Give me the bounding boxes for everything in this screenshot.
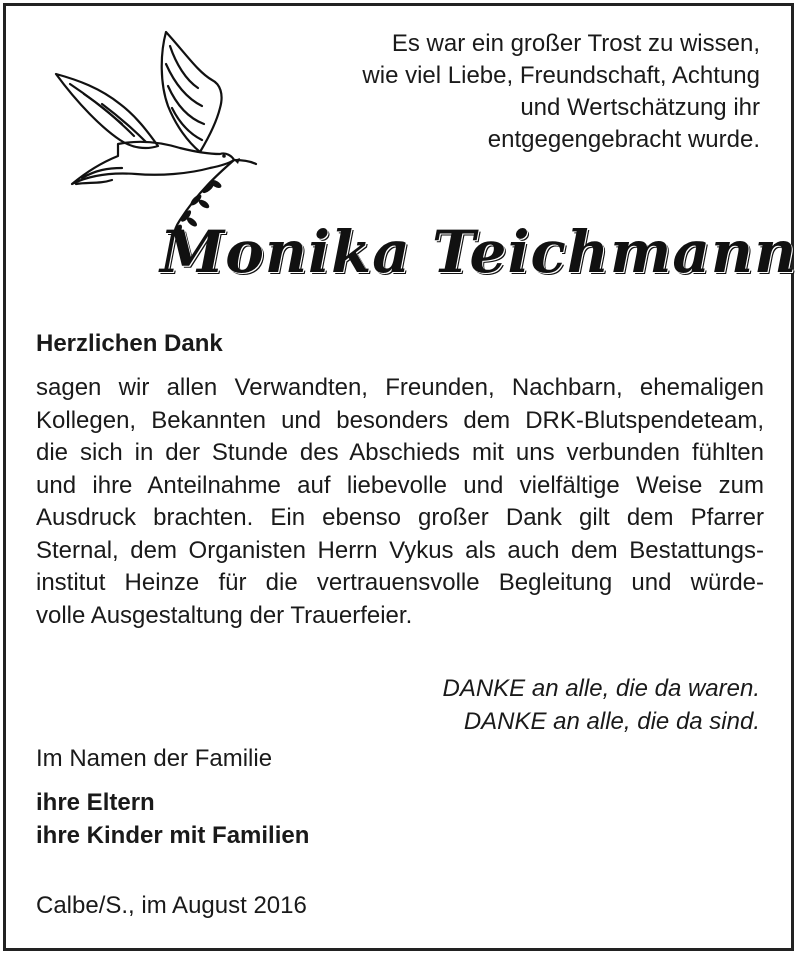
body-line: institut Heinze für die vertrauensvolle Begleitung und würde- bbox=[36, 569, 764, 596]
body-line: sagen wir allen Verwandten, Freunden, Nachbarn, ehemaligen bbox=[36, 374, 764, 401]
family-line: Im Namen der Familie bbox=[36, 745, 273, 772]
intro-line: Es war ein großer Trost zu wissen, bbox=[391, 30, 760, 57]
body-line: die sich in der Stunde des Abschieds mit uns verbunden fühlten bbox=[36, 439, 764, 466]
relative-line: ihre Kinder mit Familien bbox=[36, 822, 310, 849]
deceased-name: Monika Teichmann bbox=[160, 218, 798, 286]
dove-with-olive-branch-icon bbox=[48, 24, 258, 239]
thanks-text bbox=[442, 672, 760, 738]
body-line: Sternal, dem Organisten Herrn Vykus als auch dem Bestattungs- bbox=[36, 536, 764, 564]
heading: Herzlichen Dank bbox=[36, 330, 223, 357]
intro-line: wie viel Liebe, Freundschaft, Achtung bbox=[362, 62, 760, 89]
body-line: Ausdruck brachten. Ein ebenso großer Dank gilt dem Pfarrer bbox=[36, 504, 764, 531]
body-text bbox=[36, 372, 764, 632]
intro-line: entgegengebracht wurde. bbox=[487, 126, 760, 153]
relatives bbox=[36, 786, 309, 852]
relative-line: ihre Eltern bbox=[36, 789, 155, 816]
place-date: Calbe/S., im August 2016 bbox=[36, 892, 307, 919]
thanks-line: DANKE an alle, die da sind. bbox=[463, 708, 760, 735]
body-line: volle Ausgestaltung der Trauerfeier. bbox=[36, 601, 413, 629]
body-line: Kollegen, Bekannten und besonders dem DRK-Blutspendeteam, bbox=[36, 406, 764, 434]
intro-text bbox=[290, 28, 760, 156]
thanks-line: DANKE an alle, die da waren. bbox=[442, 675, 760, 702]
intro-line: und Wertschätzung ihr bbox=[520, 94, 760, 121]
body-line: und ihre Anteilnahme auf liebevolle und vielfältige Weise zum bbox=[36, 471, 764, 499]
